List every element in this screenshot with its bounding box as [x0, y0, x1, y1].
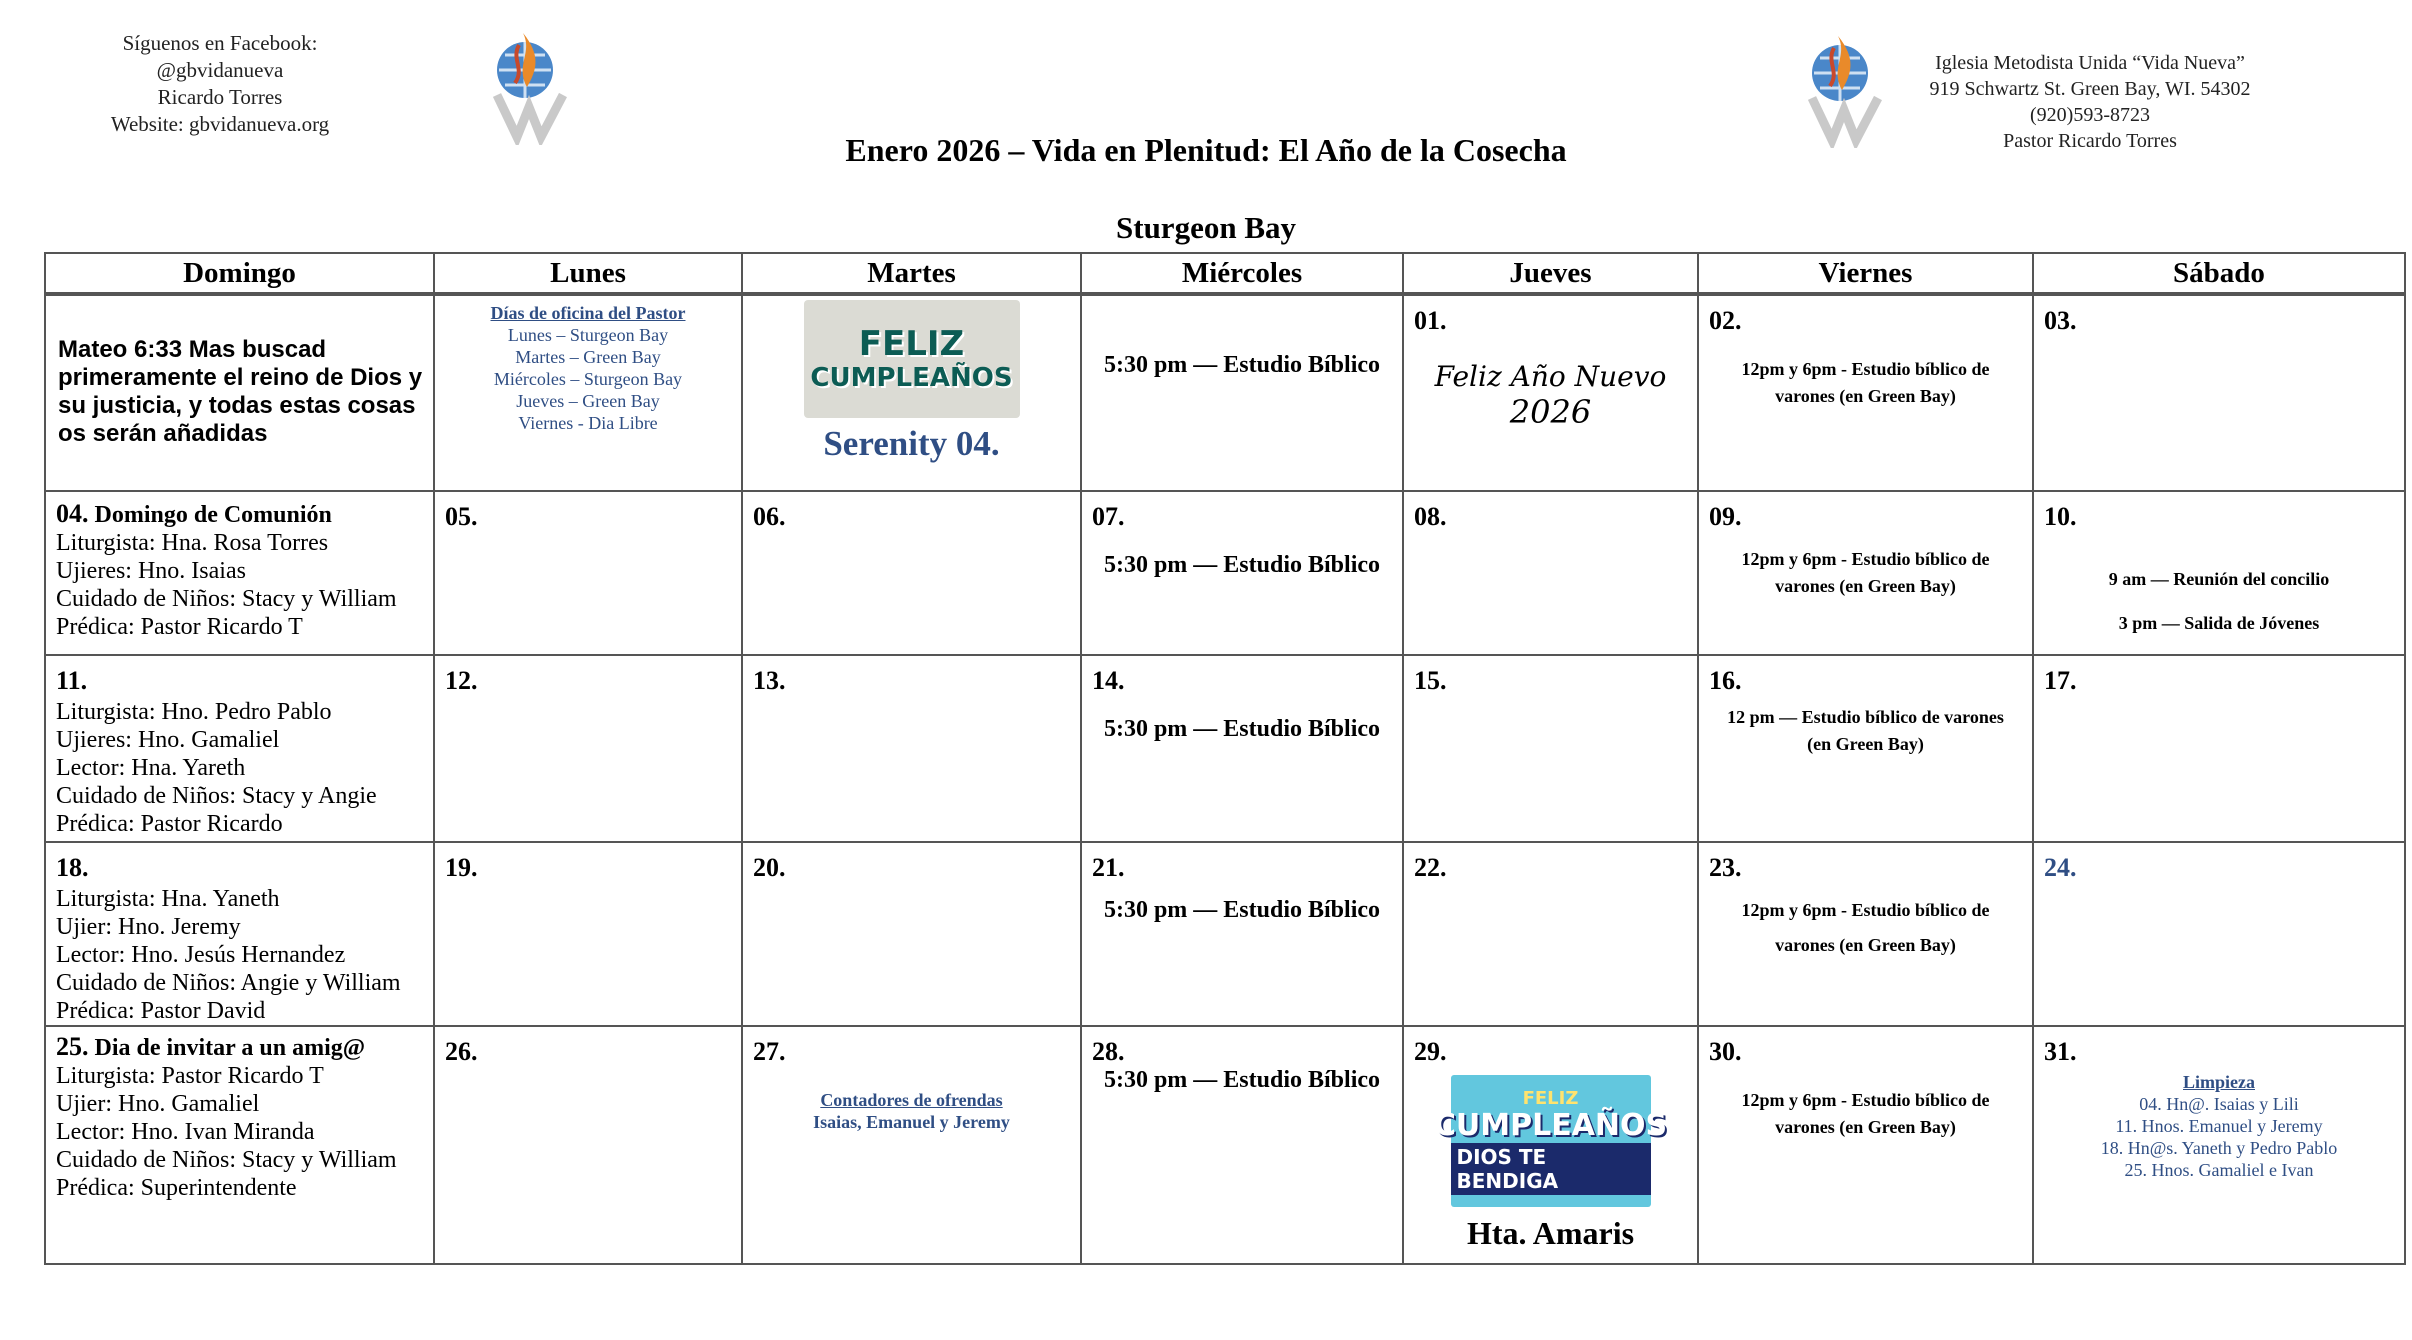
birthday-image-line: CUMPLEAÑOS	[1433, 1107, 1668, 1143]
day-cell	[1698, 491, 2033, 655]
role-line: Ujieres: Hno. Gamaliel	[56, 727, 280, 753]
birthday-name: Hta. Amaris	[1466, 1215, 1635, 1251]
day-cell	[434, 655, 742, 842]
page-title: Enero 2026 – Vida en Plenitud: El Año de la Cosecha	[845, 132, 1567, 168]
role-line: Liturgista: Hno. Pedro Pablo	[56, 699, 332, 725]
role-line: Lector: Hno. Jesús Hernandez	[56, 942, 346, 968]
day-number: 27.	[753, 1037, 786, 1066]
day-number: 10.	[2044, 502, 2077, 531]
role-line: Cuidado de Niños: Stacy y Angie	[56, 783, 377, 809]
day-number: 09.	[1709, 502, 1742, 531]
day-cell	[742, 842, 1081, 1026]
bible-study-event: 5:30 pm — Estudio Bíblico	[1103, 1067, 1381, 1093]
day-number: 23.	[1709, 853, 1742, 882]
social-info	[70, 30, 370, 138]
sunday-roles	[56, 1033, 433, 1202]
day-number: 02.	[1709, 306, 1742, 335]
bible-study-event: 5:30 pm — Estudio Bíblico	[1103, 897, 1381, 923]
new-year-greeting	[1404, 360, 1697, 431]
day-number: 29.	[1414, 1037, 1447, 1066]
office-days	[435, 302, 741, 434]
sunday-theme: Dia de invitar a un amig@	[88, 1035, 366, 1061]
day-number: 12.	[445, 666, 478, 695]
birthday-image-line: FELIZ	[1522, 1087, 1579, 1109]
new-year-year: 2026	[1509, 393, 1592, 431]
weekday-header: Martes	[742, 253, 1081, 294]
day-cell	[45, 842, 434, 1026]
day-number: 17.	[2044, 666, 2077, 695]
social-line: Ricardo Torres	[157, 85, 283, 109]
day-number: 01.	[1414, 306, 1447, 335]
offering-counters-title: Contadores de ofrendas	[820, 1090, 1003, 1110]
cleaning-line: 04. Hn@. Isaias y Lili	[2139, 1094, 2299, 1114]
office-days-title: Días de oficina del Pastor	[490, 303, 686, 323]
bible-study-event: 5:30 pm — Estudio Bíblico	[1103, 552, 1381, 578]
day-cell	[45, 294, 434, 491]
birthday-name: Serenity 04.	[823, 424, 1000, 463]
mens-bible-study: 12pm y 6pm - Estudio bíblico de varones (en Green Bay)	[1741, 549, 1990, 596]
day-number: 05.	[445, 502, 478, 531]
office-day-line: Martes – Green Bay	[515, 347, 661, 367]
weekday-header: Miércoles	[1081, 253, 1403, 294]
day-cell	[1698, 1026, 2033, 1264]
role-line: Prédica: Pastor David	[56, 998, 266, 1024]
day-number: 14.	[1092, 666, 1125, 695]
day-number: 03.	[2044, 306, 2077, 335]
day-cell	[45, 1026, 434, 1264]
new-year-line: Feliz Año Nuevo	[1434, 360, 1667, 393]
sunday-roles	[56, 500, 433, 641]
day-cell	[45, 655, 434, 842]
role-line: Liturgista: Hna. Yaneth	[56, 886, 280, 912]
sunday-title	[56, 1033, 433, 1062]
office-day-line: Viernes - Dia Libre	[518, 413, 658, 433]
calendar-grid	[44, 252, 2406, 1265]
day-number: 07.	[1092, 502, 1125, 531]
role-line: Liturgista: Hna. Rosa Torres	[56, 530, 329, 556]
role-line: Ujieres: Hno. Isaias	[56, 558, 246, 584]
role-line: Cuidado de Niños: Stacy y William	[56, 1147, 397, 1173]
mens-bible-study: 12pm y 6pm - Estudio bíblico de varones (en Green Bay)	[1741, 900, 1990, 955]
contact-line: (920)593-8723	[2030, 104, 2150, 126]
weekday-header: Viernes	[1698, 253, 2033, 294]
sunday-theme: Domingo de Comunión	[88, 502, 332, 528]
day-cell	[1698, 842, 2033, 1026]
birthday-image-line: DIOS TE BENDIGA	[1451, 1143, 1651, 1195]
day-number: 25.	[56, 1032, 89, 1061]
birthday-image	[804, 300, 1020, 418]
day-cell	[1403, 1026, 1698, 1264]
role-line: Cuidado de Niños: Stacy y William	[56, 586, 397, 612]
day-cell	[1698, 655, 2033, 842]
contact-line: Iglesia Metodista Unida “Vida Nueva”	[1935, 52, 2245, 74]
contact-line: Pastor Ricardo Torres	[2003, 130, 2177, 152]
day-number: 04.	[56, 499, 89, 528]
bible-verse: Mateo 6:33 Mas buscad primeramente el reino de Dios y su justicia, y todas estas cosas os serán añadidas	[58, 336, 423, 447]
day-cell	[434, 1026, 742, 1264]
day-cell	[1698, 294, 2033, 491]
day-cell	[1081, 294, 1403, 491]
day-cell	[742, 491, 1081, 655]
day-cell	[434, 842, 742, 1026]
day-cell	[1403, 491, 1698, 655]
day-number: 15.	[1414, 666, 1447, 695]
office-day-line: Jueves – Green Bay	[516, 391, 660, 411]
day-number: 19.	[445, 853, 478, 882]
day-cell	[2033, 294, 2405, 491]
day-number: 30.	[1709, 1037, 1742, 1066]
social-line: @gbvidanueva	[156, 58, 284, 82]
mens-bible-study: 12 pm — Estudio bíblico de varones (en Green Bay)	[1727, 707, 2004, 754]
weekday-header: Jueves	[1403, 253, 1698, 294]
day-cell	[434, 294, 742, 491]
weekday-header: Sábado	[2033, 253, 2405, 294]
day-cell	[1403, 842, 1698, 1026]
day-number: 06.	[753, 502, 786, 531]
role-line: Liturgista: Pastor Ricardo T	[56, 1063, 324, 1089]
weekday-header-row	[45, 253, 2405, 294]
week-row	[45, 1026, 2405, 1264]
day-cell	[1081, 491, 1403, 655]
church-logo-icon	[1800, 28, 1890, 148]
cleaning-schedule	[2034, 1071, 2404, 1181]
cleaning-title: Limpieza	[2183, 1072, 2255, 1092]
day-number: 18.	[56, 853, 89, 882]
offering-counters-names: Isaias, Emanuel y Jeremy	[813, 1112, 1010, 1132]
sunday-roles	[56, 885, 433, 1025]
day-cell	[1081, 1026, 1403, 1264]
day-number: 20.	[753, 853, 786, 882]
sunday-roles	[56, 698, 433, 838]
day-number: 08.	[1414, 502, 1447, 531]
sunday-title	[56, 500, 433, 529]
day-cell	[2033, 1026, 2405, 1264]
day-cell	[742, 1026, 1081, 1264]
birthday-image-line: CUMPLEAÑOS	[810, 363, 1013, 393]
role-line: Ujier: Hno. Jeremy	[56, 914, 241, 940]
cleaning-line: 25. Hnos. Gamaliel e Ivan	[2124, 1160, 2314, 1180]
day-number: 16.	[1709, 666, 1742, 695]
role-line: Prédica: Pastor Ricardo T	[56, 614, 303, 640]
week-row	[45, 491, 2405, 655]
cleaning-line: 11. Hnos. Emanuel y Jeremy	[2115, 1116, 2323, 1136]
day-cell	[1403, 294, 1698, 491]
role-line: Lector: Hno. Ivan Miranda	[56, 1119, 315, 1145]
day-number: 28.	[1092, 1037, 1125, 1066]
day-cell	[1081, 655, 1403, 842]
weekday-header: Domingo	[45, 253, 434, 294]
day-cell	[2033, 491, 2405, 655]
birthday-image-line: FELIZ	[858, 324, 965, 364]
week-row	[45, 294, 2405, 491]
role-line: Ujier: Hno. Gamaliel	[56, 1091, 260, 1117]
social-line: Síguenos en Facebook:	[122, 31, 318, 55]
office-day-line: Miércoles – Sturgeon Bay	[493, 369, 683, 389]
birthday-image	[1433, 1075, 1668, 1207]
role-line: Prédica: Pastor Ricardo	[56, 811, 283, 837]
day-number: 13.	[753, 666, 786, 695]
cleaning-line: 18. Hn@s. Yaneth y Pedro Pablo	[2100, 1138, 2338, 1158]
mens-bible-study: 12pm y 6pm - Estudio bíblico de varones (en Green Bay)	[1741, 1090, 1990, 1137]
day-number: 22.	[1414, 853, 1447, 882]
weekday-header: Lunes	[434, 253, 742, 294]
church-logo-icon	[485, 25, 575, 145]
day-number: 31.	[2044, 1037, 2077, 1066]
office-day-line: Lunes – Sturgeon Bay	[507, 325, 669, 345]
week-row	[45, 655, 2405, 842]
location-subtitle: Sturgeon Bay	[1116, 210, 1296, 245]
day-cell	[2033, 655, 2405, 842]
day-cell	[434, 491, 742, 655]
day-cell	[45, 491, 434, 655]
day-cell	[742, 655, 1081, 842]
day-cell	[1081, 842, 1403, 1026]
role-line: Cuidado de Niños: Angie y William	[56, 970, 401, 996]
bible-study-event: 5:30 pm — Estudio Bíblico	[1103, 716, 1381, 742]
role-line: Lector: Hna. Yareth	[56, 755, 246, 781]
day-number: 26.	[445, 1037, 478, 1066]
contact-line: 919 Schwartz St. Green Bay, WI. 54302	[1929, 78, 2251, 100]
role-line: Prédica: Superintendente	[56, 1175, 297, 1201]
mens-bible-study: 12pm y 6pm - Estudio bíblico de varones (en Green Bay)	[1741, 359, 1990, 406]
offering-counters	[743, 1089, 1080, 1133]
day-number: 21.	[1092, 853, 1125, 882]
week-row	[45, 842, 2405, 1026]
day-number: 11.	[56, 666, 88, 695]
bible-study-event: 5:30 pm — Estudio Bíblico	[1103, 352, 1381, 378]
youth-outing: 3 pm — Salida de Jóvenes	[2118, 613, 2320, 633]
day-cell	[1403, 655, 1698, 842]
day-cell	[2033, 842, 2405, 1026]
day-number: 24.	[2044, 853, 2077, 882]
council-meeting: 9 am — Reunión del concilio	[2108, 569, 2330, 589]
day-cell	[742, 294, 1081, 491]
social-line: Website: gbvidanueva.org	[110, 112, 330, 136]
